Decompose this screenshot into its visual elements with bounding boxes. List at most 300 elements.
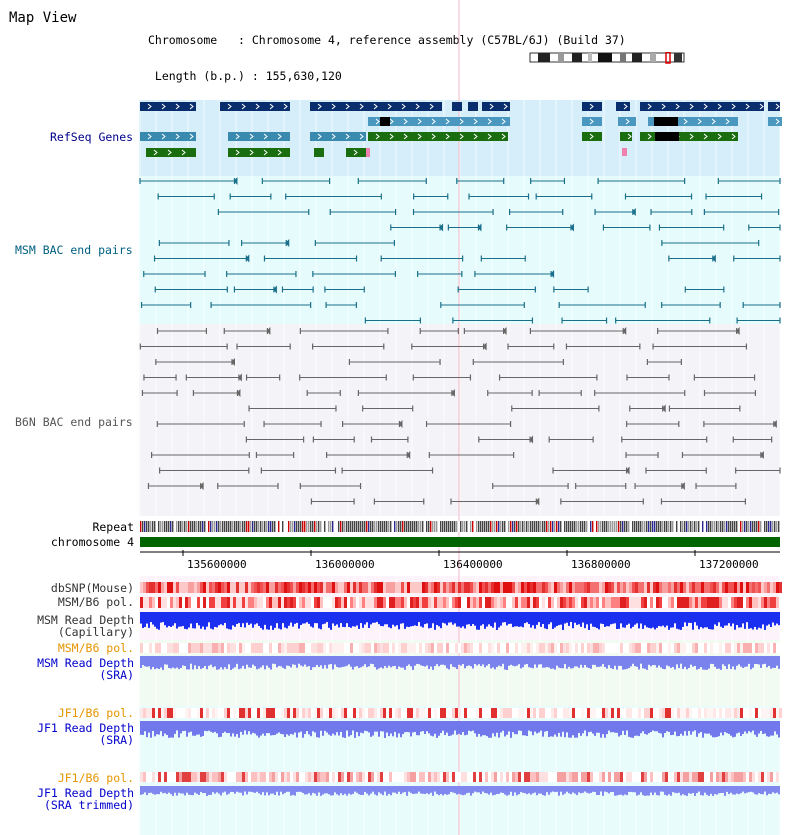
depth-bar <box>744 612 746 629</box>
repeat-mark <box>198 521 199 532</box>
depth-bar <box>682 612 684 627</box>
depth-bar <box>352 656 354 670</box>
depth-bar <box>586 612 588 624</box>
msm-depth-sra-label: MSM Read Depth <box>37 656 134 670</box>
depth-bar <box>602 656 604 664</box>
depth-bar <box>200 656 202 669</box>
repeat-mark <box>620 521 621 532</box>
depth-bar <box>320 721 322 731</box>
heat-cell <box>527 597 530 608</box>
heat-cell <box>554 582 557 593</box>
depth-bar <box>244 786 246 792</box>
depth-bar <box>182 612 184 626</box>
repeat-mark <box>174 521 175 532</box>
gene-exon <box>768 117 782 126</box>
heat-cell <box>356 597 359 608</box>
heat-cell <box>341 772 344 782</box>
repeat-mark <box>356 521 357 532</box>
depth-bar <box>402 786 404 793</box>
heat-cell <box>146 582 149 593</box>
repeat-mark <box>252 521 253 532</box>
depth-bar <box>240 612 242 627</box>
depth-bar <box>338 656 340 668</box>
depth-bar <box>380 656 382 667</box>
heat-cell <box>380 708 383 718</box>
depth-bar <box>494 786 496 795</box>
depth-bar <box>236 612 238 624</box>
heat-cell <box>500 772 503 782</box>
depth-bar <box>716 612 718 626</box>
heat-cell <box>602 597 605 608</box>
heat-cell <box>338 582 341 593</box>
repeat-mark <box>740 521 741 532</box>
heat-cell <box>185 597 188 608</box>
repeat-mark <box>670 521 671 532</box>
depth-bar <box>166 656 168 665</box>
depth-bar <box>636 721 638 736</box>
depth-bar <box>698 721 700 733</box>
heat-cell <box>428 597 431 608</box>
depth-bar <box>438 786 440 795</box>
heat-cell <box>227 643 230 653</box>
depth-bar <box>202 612 204 627</box>
heat-cell <box>473 597 476 608</box>
repeat-mark <box>222 521 223 532</box>
depth-bar <box>268 656 270 668</box>
depth-bar <box>592 656 594 665</box>
heat-cell <box>518 643 521 653</box>
depth-bar <box>292 786 294 795</box>
heat-cell <box>437 597 440 608</box>
heat-cell <box>323 772 326 782</box>
heat-cell <box>566 643 569 653</box>
heat-cell <box>740 772 743 782</box>
depth-bar <box>254 721 256 734</box>
heat-cell <box>554 643 557 653</box>
depth-bar <box>756 786 758 795</box>
repeat-mark <box>182 521 183 532</box>
heat-cell <box>371 597 374 608</box>
heat-cell <box>503 597 506 608</box>
depth-bar <box>506 612 508 625</box>
depth-bar <box>172 612 174 626</box>
repeat-mark <box>686 521 687 532</box>
heat-cell <box>581 708 584 718</box>
repeat-mark <box>342 521 343 532</box>
heat-cell <box>170 708 173 718</box>
heat-cell <box>491 708 494 718</box>
heat-cell <box>533 708 536 718</box>
depth-bar <box>762 786 764 794</box>
heat-cell <box>731 643 734 653</box>
repeat-mark <box>600 521 601 532</box>
depth-bar <box>666 612 668 626</box>
heat-cell <box>647 597 650 608</box>
heat-cell <box>215 643 218 653</box>
heat-cell <box>761 772 764 782</box>
depth-bar <box>612 656 614 669</box>
depth-bar <box>360 656 362 667</box>
repeat-mark <box>732 521 733 532</box>
depth-bar <box>172 786 174 796</box>
depth-bar <box>632 612 634 627</box>
heat-cell <box>230 772 233 782</box>
depth-bar <box>644 612 646 625</box>
depth-bar <box>440 721 442 733</box>
depth-bar <box>428 721 430 733</box>
depth-bar <box>572 721 574 735</box>
heat-cell <box>557 597 560 608</box>
depth-bar <box>406 612 408 627</box>
heat-cell <box>362 597 365 608</box>
heat-cell <box>296 643 299 653</box>
depth-bar <box>728 786 730 794</box>
heat-cell <box>419 582 422 593</box>
heat-cell <box>734 582 737 593</box>
heat-cell <box>407 772 410 782</box>
depth-bar <box>200 721 202 737</box>
heat-cell <box>146 772 149 782</box>
heat-cell <box>152 772 155 782</box>
depth-bar <box>688 612 690 623</box>
depth-bar <box>426 656 428 665</box>
heat-cell <box>224 708 227 718</box>
depth-bar <box>676 786 678 793</box>
heat-cell <box>563 772 566 782</box>
depth-bar <box>606 656 608 669</box>
heat-cell <box>650 708 653 718</box>
depth-bar <box>610 721 612 732</box>
repeat-mark <box>254 521 255 532</box>
depth-bar <box>228 786 230 794</box>
depth-bar <box>556 612 558 626</box>
repeat-mark <box>560 521 561 532</box>
heat-cell <box>344 772 347 782</box>
heat-cell <box>746 708 749 718</box>
heat-cell <box>470 582 473 593</box>
msm-bac-label[interactable]: MSM BAC end pairs <box>15 243 133 257</box>
depth-bar <box>352 721 354 730</box>
heat-cell <box>623 582 626 593</box>
depth-bar <box>766 656 768 667</box>
depth-bar <box>584 656 586 665</box>
heat-cell <box>614 597 617 608</box>
heat-cell <box>272 597 275 608</box>
depth-bar <box>762 721 764 734</box>
repeat-mark <box>350 521 351 532</box>
repeat-mark <box>678 521 679 532</box>
heat-cell <box>494 772 497 782</box>
depth-bar <box>222 721 224 733</box>
repeat-mark <box>696 521 697 532</box>
heat-cell <box>596 643 599 653</box>
depth-bar <box>542 786 544 795</box>
heat-cell <box>518 582 521 593</box>
heat-cell <box>428 643 431 653</box>
repeat-mark <box>614 521 615 532</box>
heat-cell <box>743 582 746 593</box>
depth-bar <box>352 786 354 794</box>
heat-cell <box>308 597 311 608</box>
depth-bar <box>650 721 652 732</box>
depth-bar <box>294 612 296 624</box>
heat-cell <box>737 582 740 593</box>
depth-bar <box>310 786 312 795</box>
depth-bar <box>228 612 230 629</box>
heat-cell <box>383 643 386 653</box>
depth-bar <box>576 656 578 666</box>
repeat-mark <box>284 521 285 532</box>
depth-bar <box>490 612 492 626</box>
depth-bar <box>302 721 304 738</box>
depth-bar <box>476 656 478 665</box>
depth-bar <box>192 721 194 736</box>
heat-cell <box>500 643 503 653</box>
heat-cell <box>656 772 659 782</box>
heat-cell <box>695 597 698 608</box>
depth-bar <box>342 721 344 737</box>
heat-cell <box>347 643 350 653</box>
depth-bar <box>472 721 474 731</box>
depth-bar <box>688 721 690 731</box>
repeat-mark <box>566 521 567 532</box>
depth-bar <box>214 786 216 794</box>
depth-bar <box>562 656 564 668</box>
depth-bar <box>372 721 374 736</box>
depth-bar <box>556 656 558 666</box>
depth-bar <box>722 721 724 735</box>
depth-bar <box>598 786 600 795</box>
repeat-mark <box>458 521 459 532</box>
refseq-label[interactable]: RefSeq Genes <box>50 130 134 144</box>
repeat-mark <box>304 521 305 532</box>
heat-cell <box>632 643 635 653</box>
depth-bar <box>690 612 692 623</box>
repeat-mark <box>684 521 685 532</box>
heat-cell <box>170 772 173 782</box>
heat-cell <box>194 582 197 593</box>
depth-bar <box>370 656 372 664</box>
depth-bar <box>482 612 484 624</box>
heat-cell <box>713 597 716 608</box>
heat-cell <box>668 772 671 782</box>
repeat-mark <box>520 521 521 532</box>
depth-bar <box>648 786 650 796</box>
depth-bar <box>254 612 256 624</box>
heat-cell <box>770 643 773 653</box>
heat-cell <box>203 643 206 653</box>
heat-cell <box>413 772 416 782</box>
heat-cell <box>338 643 341 653</box>
heat-cell <box>401 708 404 718</box>
heat-cell <box>665 772 668 782</box>
heat-cell <box>515 772 518 782</box>
gene-exon <box>640 132 738 141</box>
heat-cell <box>632 582 635 593</box>
depth-bar <box>302 656 304 666</box>
heat-cell <box>662 643 665 653</box>
heat-cell <box>194 643 197 653</box>
depth-bar <box>654 612 656 629</box>
depth-bar <box>398 786 400 792</box>
repeat-mark <box>338 521 339 532</box>
repeat-mark <box>676 521 677 532</box>
depth-bar <box>722 786 724 793</box>
heat-cell <box>239 643 242 653</box>
depth-bar <box>146 612 148 624</box>
heat-cell <box>539 597 542 608</box>
depth-bar <box>614 786 616 796</box>
depth-bar <box>562 721 564 732</box>
b6n-bac-label[interactable]: B6N BAC end pairs <box>15 415 133 429</box>
heat-cell <box>383 597 386 608</box>
heat-cell <box>341 582 344 593</box>
heat-cell <box>434 597 437 608</box>
depth-bar <box>746 656 748 667</box>
heat-cell <box>455 708 458 718</box>
heat-cell <box>254 582 257 593</box>
depth-bar <box>326 721 328 732</box>
depth-bar <box>620 656 622 666</box>
heat-cell <box>248 708 251 718</box>
heat-cell <box>335 597 338 608</box>
heat-cell <box>356 708 359 718</box>
depth-bar <box>588 612 590 630</box>
depth-bar <box>244 721 246 730</box>
depth-bar <box>196 721 198 735</box>
heat-cell <box>605 597 608 608</box>
repeat-mark <box>592 521 593 532</box>
depth-bar <box>570 786 572 794</box>
repeat-mark <box>420 521 421 532</box>
heat-cell <box>626 597 629 608</box>
depth-bar <box>210 786 212 795</box>
heat-cell <box>179 708 182 718</box>
heat-cell <box>650 582 653 593</box>
depth-bar <box>604 721 606 738</box>
heat-cell <box>779 643 782 653</box>
heat-cell <box>197 597 200 608</box>
heat-cell <box>449 597 452 608</box>
heat-cell <box>473 582 476 593</box>
depth-bar <box>488 612 490 624</box>
depth-bar <box>194 786 196 793</box>
depth-bar <box>312 656 314 667</box>
depth-bar <box>276 786 278 792</box>
heat-cell <box>446 772 449 782</box>
repeat-mark <box>524 521 525 532</box>
heat-cell <box>209 708 212 718</box>
depth-bar <box>156 612 158 629</box>
depth-bar <box>376 612 378 622</box>
depth-bar <box>644 721 646 734</box>
depth-bar <box>362 656 364 666</box>
heat-cell <box>353 708 356 718</box>
depth-bar <box>234 612 236 627</box>
depth-bar <box>314 656 316 667</box>
depth-bar <box>542 612 544 624</box>
depth-bar <box>778 721 780 737</box>
depth-bar <box>162 656 164 670</box>
depth-bar <box>242 612 244 623</box>
heat-cell <box>410 708 413 718</box>
heat-cell <box>233 643 236 653</box>
heat-cell <box>227 597 230 608</box>
heat-cell <box>458 708 461 718</box>
heat-cell <box>587 708 590 718</box>
depth-bar <box>746 721 748 733</box>
heat-cell <box>278 643 281 653</box>
heat-cell <box>665 643 668 653</box>
depth-bar <box>454 786 456 793</box>
depth-bar <box>770 612 772 627</box>
depth-bar <box>192 612 194 628</box>
jf1-depth-sra-label: JF1 Read Depth <box>37 721 134 735</box>
depth-bar <box>698 656 700 669</box>
depth-bar <box>642 612 644 629</box>
repeat-mark <box>312 521 313 532</box>
heat-cell <box>641 597 644 608</box>
heat-cell <box>452 708 455 718</box>
depth-bar <box>356 721 358 732</box>
depth-bar <box>290 721 292 734</box>
heat-cell <box>458 643 461 653</box>
heat-cell <box>317 708 320 718</box>
repeat-mark <box>450 521 451 532</box>
repeat-mark <box>188 521 189 532</box>
depth-bar <box>636 612 638 623</box>
depth-bar <box>644 656 646 669</box>
depth-bar <box>534 721 536 732</box>
depth-bar <box>382 656 384 669</box>
depth-bar <box>308 786 310 793</box>
depth-bar <box>684 786 686 795</box>
depth-bar <box>230 721 232 737</box>
depth-bar <box>470 612 472 626</box>
repeat-mark <box>544 521 545 532</box>
depth-bar <box>584 721 586 730</box>
depth-bar <box>278 656 280 666</box>
repeat-mark <box>144 521 145 532</box>
depth-bar <box>564 656 566 664</box>
depth-bar <box>416 612 418 626</box>
heat-cell <box>197 643 200 653</box>
heat-cell <box>689 643 692 653</box>
depth-bar <box>276 656 278 667</box>
repeat-mark <box>606 521 607 532</box>
depth-bar <box>548 656 550 668</box>
heat-cell <box>596 772 599 782</box>
heat-cell <box>488 597 491 608</box>
heat-cell <box>695 582 698 593</box>
heat-cell <box>641 643 644 653</box>
heat-cell <box>392 582 395 593</box>
repeat-mark <box>542 521 543 532</box>
depth-bar <box>310 721 312 736</box>
repeat-mark <box>240 521 241 532</box>
heat-cell <box>302 772 305 782</box>
repeat-mark <box>302 521 303 532</box>
repeat-mark <box>746 521 747 532</box>
heat-cell <box>533 582 536 593</box>
depth-bar <box>264 612 266 625</box>
heat-cell <box>188 643 191 653</box>
heat-cell <box>743 708 746 718</box>
heat-cell <box>380 643 383 653</box>
heat-cell <box>536 582 539 593</box>
heat-cell <box>230 708 233 718</box>
depth-bar <box>298 612 300 629</box>
